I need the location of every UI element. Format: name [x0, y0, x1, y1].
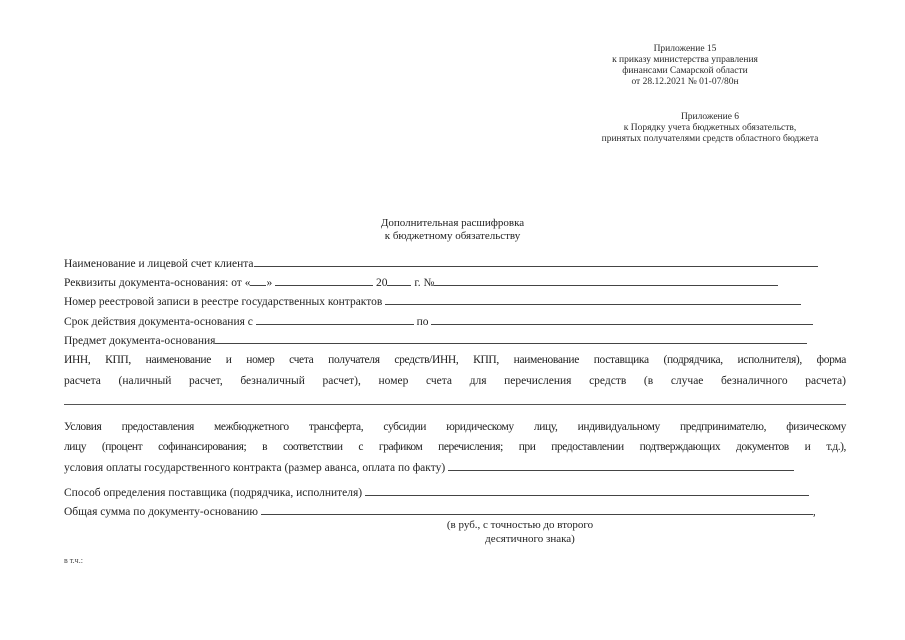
conditions-line: лицу (процент софинансирования; в соответствии с графиком перечисления; при предоставлении подтверждающих документов и т.д.), — [64, 441, 846, 453]
details-number-label: г. № — [414, 277, 435, 289]
conditions-line: Условия предоставления межбюджетного трансферта, субсидии юридическому лицу, индивидуальному предпринимателю, физическому — [64, 421, 846, 433]
appendix-6-line: к Порядку учета бюджетных обязательств, — [623, 123, 797, 133]
document-title — [0, 217, 905, 243]
details-number-field[interactable] — [434, 275, 778, 286]
appendix-15-line: от 28.12.2021 № 01-07/80н — [631, 77, 739, 87]
term-from-field[interactable] — [256, 314, 414, 325]
appendix-15-block — [560, 44, 810, 88]
total-label: Общая сумма по документу-основанию — [64, 506, 259, 518]
payment-field[interactable] — [448, 460, 794, 471]
supplier-row — [64, 485, 809, 500]
total-comma: , — [812, 506, 816, 518]
supplier-field[interactable] — [365, 485, 809, 496]
supplier-label: Способ определения поставщика (подрядчика, исполнителя) — [64, 487, 363, 499]
appendix-6-line: принятых получателями средств областного бюджета — [601, 134, 819, 144]
client-row — [64, 256, 818, 271]
appendix-15-line: к приказу министерства управления — [612, 55, 758, 65]
subject-label: Предмет документа-основания — [64, 335, 216, 347]
registry-field[interactable] — [385, 294, 801, 305]
client-field[interactable] — [254, 256, 818, 267]
details-year-field[interactable] — [387, 275, 411, 286]
term-to-field[interactable] — [431, 314, 813, 325]
appendix-6-block — [575, 112, 845, 145]
payment-row — [64, 460, 794, 475]
term-row — [64, 314, 813, 329]
details-row — [64, 275, 778, 290]
details-quote: » — [266, 277, 273, 289]
registry-label: Номер реестровой записи в реестре государственных контрактов — [64, 296, 383, 308]
details-label: Реквизиты документа-основания: от « — [64, 277, 251, 289]
amount-note-line: десятичного знака) — [485, 533, 575, 545]
appendix-6-line: Приложение 6 — [680, 112, 740, 122]
total-row — [64, 504, 816, 519]
amount-note — [410, 518, 630, 546]
recipient-details-field[interactable] — [64, 403, 846, 405]
term-to-label: по — [416, 316, 429, 328]
appendix-15-line: Приложение 15 — [653, 44, 717, 54]
client-label: Наименование и лицевой счет клиента — [64, 258, 254, 270]
amount-note-line: (в руб., с точностью до второго — [446, 519, 594, 531]
payment-label: условия оплаты государственного контракта (размер аванса, оплата по факту) — [64, 462, 446, 474]
details-month-field[interactable] — [275, 275, 373, 286]
details-day-field[interactable] — [250, 275, 266, 286]
subject-field[interactable] — [215, 333, 807, 344]
subject-row — [64, 333, 807, 348]
appendix-15-line: финансами Самарской области — [622, 66, 748, 76]
document-title-line: Дополнительная расшифровка — [380, 217, 525, 229]
document-title-line: к бюджетному обязательству — [384, 230, 521, 242]
including-label: в т.ч.: — [64, 556, 83, 565]
term-from-label: Срок действия документа-основания с — [64, 316, 253, 328]
details-year-label: 20 — [375, 277, 388, 289]
recipient-details-line: расчета (наличный расчет, безналичный расчет), номер счета для перечисления средств (в случае безналичного расчета) — [64, 375, 846, 387]
recipient-details-line: ИНН, КПП, наименование и номер счета получателя средств/ИНН, КПП, наименование поставщика (подрядчика, исполнителя), форма — [64, 354, 846, 366]
total-field[interactable] — [261, 504, 813, 515]
registry-row — [64, 294, 801, 309]
